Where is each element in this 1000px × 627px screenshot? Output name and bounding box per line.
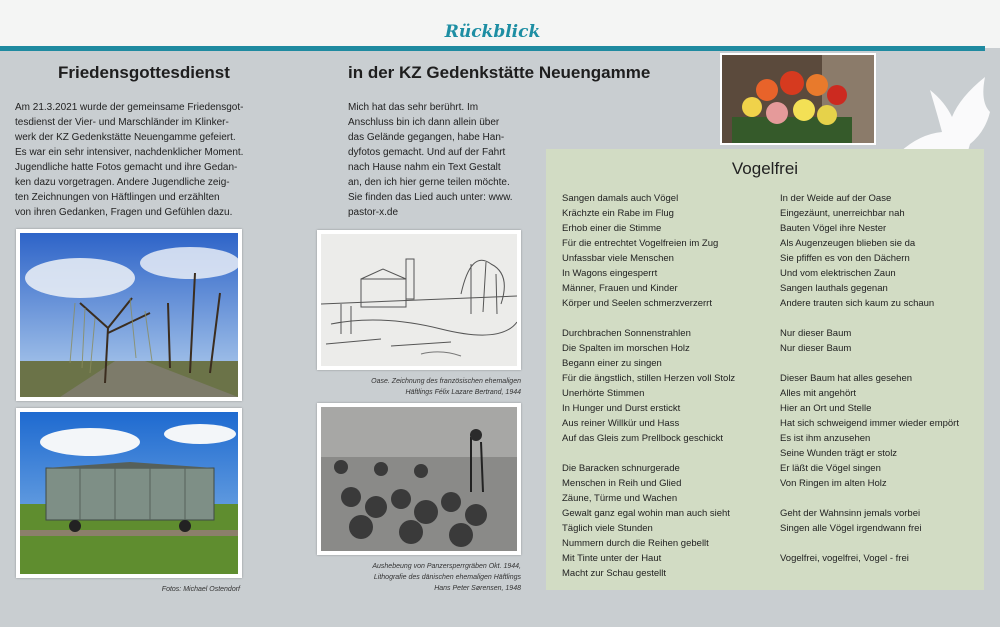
poem-column-left	[562, 191, 735, 596]
poem-stanza: Vogelfrei, vogelfrei, Vogel - frei	[780, 553, 909, 564]
section-rubric: Rückblick	[444, 22, 541, 42]
article-title-left: Friedensgottesdienst	[58, 63, 230, 82]
header-rule	[0, 46, 985, 51]
photo-credit: Fotos: Michael Ostendorf	[161, 586, 240, 593]
poem-stanza: Die Baracken schnurgerade Menschen in Reih und Glied Zäune, Türme und Wachen Gewalt ganz egal wohin man auch sieht Täglich viele Stunden Nummern durch die Reihen gebellt Mit Tinte unter der Haut Macht zur Schau gestellt	[562, 463, 730, 579]
poem-title: Vogelfrei	[731, 159, 799, 178]
poem-stanza: In der Weide auf der Oase Eingezäunt, unerreichbar nah Bauten Vögel ihre Nester Als Augenzeugen blieben sie da Sie pfiffen es von den Dächern Und vom elektrischen Zaun Sangen lauthals gegenan Andere trauten sich kaum zu schaun	[780, 193, 935, 309]
poem-stanza: Sangen damals auch Vögel Krächzte ein Rabe im Flug Erhob einer die Stimme Für die entrechtet Vogelfreien im Zug Unfassbar viele Menschen In Wagons eingesperrt Männer, Frauen und Kinder Körper und Seelen schmerzverzerrt	[562, 193, 719, 309]
drawing-caption: Oase. Zeichnung des französischen ehemaligen Häftlings Félix Lazare Bertrand, 1944	[371, 378, 521, 396]
camp-sketch-drawing	[317, 230, 521, 370]
poem-stanza: Geht der Wahnsinn jemals vorbei Singen alle Vögel irgendwann frei	[780, 508, 922, 534]
poem-box	[546, 149, 984, 590]
rose-bouquet-photo	[720, 53, 876, 145]
poem-stanza: Dieser Baum hat alles gesehen Alles mit angehört Hier an Ort und Stelle Hat sich schweigend immer wieder empört Es ist ihm anzusehen Seine Wunden trägt er stolz Er läßt die Vögel singen Von Ringen im alten Holz	[780, 373, 959, 489]
lithograph-caption: Aushebeung von Panzersperrgräben Okt. 1944, Lithografie des dänischen ehemaligen Häftlings Hans Peter Sørensen, 1948	[372, 563, 521, 592]
article-title-right: in der KZ Gedenkstätte Neuengamme	[348, 63, 651, 82]
intro-paragraph: Am 21.3.2021 wurde der gemeinsame Friedensgot- tesdienst der Vier- und Marschländer im Klinker- werk der KZ Gedenkstätte Neuengamme gefeiert. Es war ein sehr intensiver, nachdenklicher Moment. Jugendliche hatte Fotos gemacht und ihre Gedan- ken dazu vorgetragen. Andere Jugendliche zeig- ten Zeichnungen von Häftlingen und erzählten von ihren Gedanken, Fragen und Gefühlen dazu.	[15, 102, 244, 218]
poem-column-right	[780, 191, 959, 581]
poem-stanza: Nur dieser Baum Nur dieser Baum	[780, 328, 852, 354]
willow-tree-photo	[16, 229, 242, 401]
freight-wagon-photo	[16, 408, 242, 578]
prisoners-lithograph	[317, 403, 521, 555]
second-paragraph: Mich hat das sehr berührt. Im Anschluss bin ich dann allein über das Gelände gegangen, habe Han- dyfotos gemacht. Und auf der Fahrt nach Hause nahm ein Text Gestalt an, den ich hier gerne teilen möchte. Sie finden das Lied auch unter: www. pastor-x.de	[348, 102, 513, 218]
poem-stanza: Durchbrachen Sonnenstrahlen Die Spalten im morschen Holz Begann einer zu singen Für die ängstlich, stillen Herzen voll Stolz Unerhörte Stimmen In Hunger und Durst erstickt Aus reiner Willkür und Hass Auf das Gleis zum Prellbock geschickt	[562, 328, 736, 444]
